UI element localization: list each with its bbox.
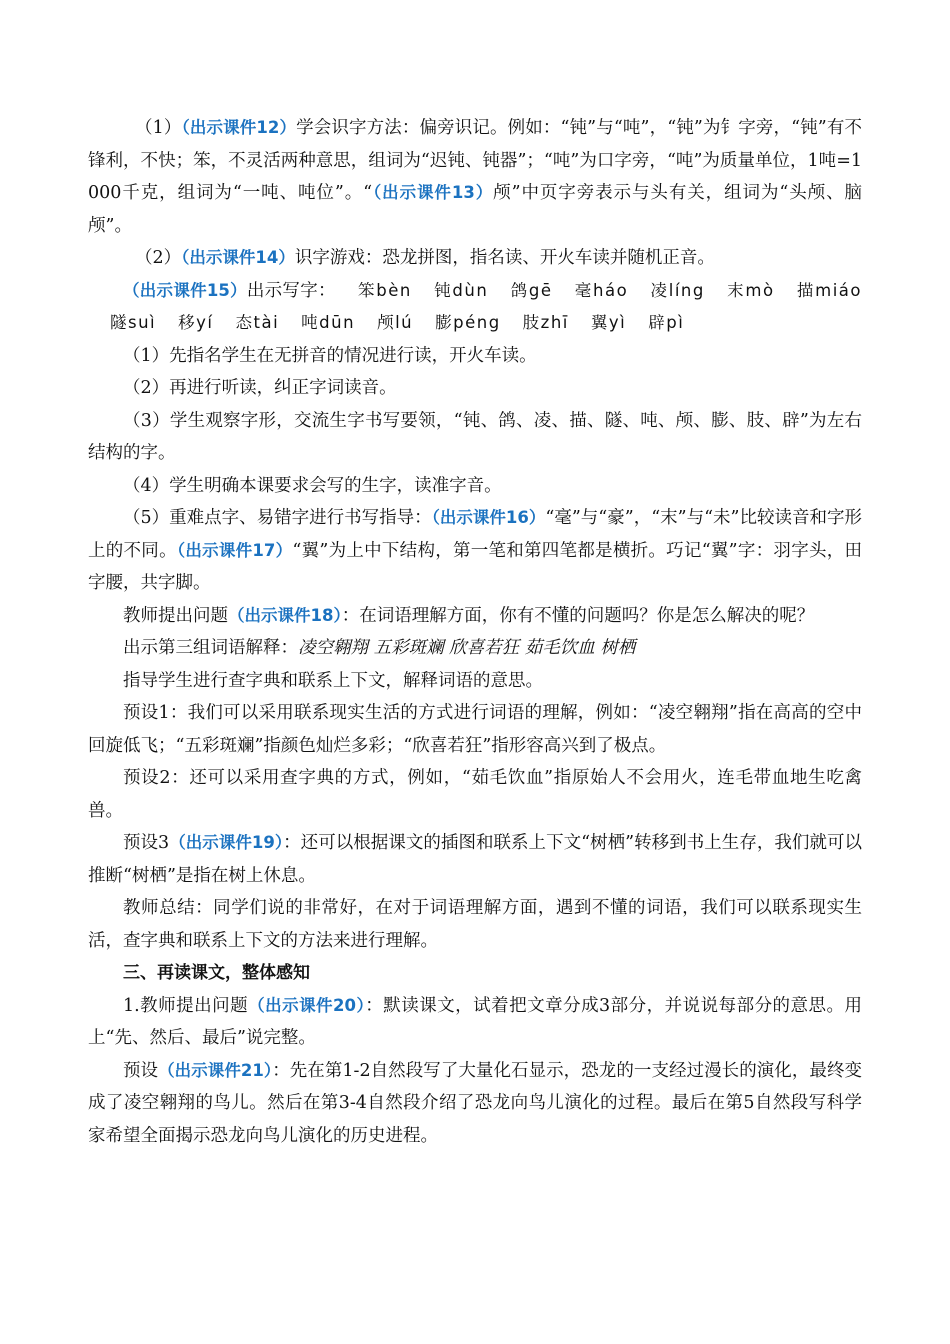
paragraph-1: （1）（出示课件12）学会识字方法：偏旁识记。例如：“钝”与“吨”，“钝”为钅字旁，“钝”有不锋利，不快；笨，不灵活两种意思，组词为“迟钝、钝器”；“吨”为口字旁，“吨”为质量单位，1吨=1000千克，组词为“一吨、吨位”。“（出示课件13）颅”中页字旁表示与头有关，组词为“头颅、脑颅”。 (88, 118, 862, 236)
paragraph-summary: 教师总结：同学们说的非常好，在对于词语理解方面，遇到不懂的词语，我们可以联系现实生活，查字典和联系上下文的方法来进行理解。 (88, 898, 862, 951)
pinyin-char: 鸽gē (510, 280, 553, 300)
courseware-ref-19: （出示课件19） (169, 833, 284, 852)
paragraph-writing-chars: （出示课件15）出示写字： 笨bèn 钝dùn 鸽gē 毫háo 凌líng 末mò 描miáo隧suì 移yí 态tài 吨dūn 颅lú 膨péng 肢zhī 翼yì 辟pì (110, 280, 863, 332)
pinyin-char: 描miáo (796, 280, 863, 300)
courseware-ref-16: （出示课件16） (431, 508, 546, 527)
pinyin-char: 末mò (726, 280, 775, 300)
paragraph-teacher-question: 教师提出问题（出示课件18）：在词语理解方面，你有不懂的问题吗？你是怎么解决的呢？ (123, 605, 815, 626)
courseware-ref-14: （出示课件14） (181, 248, 295, 267)
pinyin-char: 移yí (178, 313, 214, 332)
paragraph-preset-1: 预设1：我们可以采用联系现实生活的方式进行词语的理解，例如：“凌空翱翔”指在高高的空中回旋低飞；“五彩斑斓”指颜色灿烂多彩；“欣喜若狂”指形容高兴到了极点。 (88, 703, 862, 756)
paragraph-preset-3: 预设3（出示课件19）：还可以根据课文的插图和联系上下文“树栖”转移到书上生存，我们就可以推断“树栖”是指在树上休息。 (88, 833, 863, 886)
pinyin-char: 肢zhī (522, 313, 569, 332)
paragraph-step-2: （2）再进行听读，纠正字词读音。 (123, 378, 397, 398)
vocab-word: 树栖 (600, 638, 636, 658)
courseware-ref-17: （出示课件17） (176, 540, 293, 560)
vocab-word: 凌空翱翔 (298, 638, 368, 658)
vocab-word: 欣喜若狂 (449, 638, 520, 658)
courseware-ref-18: （出示课件18） (228, 605, 342, 625)
paragraph-question-1: 1.教师提出问题（出示课件20）：默读课文，试着把文章分成3部分，并说说每部分的意思。用上“先、然后、最后”说完整。 (88, 995, 862, 1048)
courseware-ref-20: （出示课件20） (248, 995, 366, 1015)
courseware-ref-13: （出示课件13） (372, 183, 494, 202)
vocab-word: 茹毛饮血 (524, 638, 595, 658)
pinyin-char: 吨dūn (301, 313, 356, 332)
paragraph-preset-answer: 预设（出示课件21）：先在第1-2自然段写了大量化石显示，恐龙的一支经过漫长的演化，最终变成了凌空翱翔的鸟儿。然后在第3-4自然段介绍了恐龙向鸟儿演化的过程。最后在第5自然段写科学家希望全面揭示恐龙向鸟儿演化的历史进程。 (88, 1060, 863, 1146)
pinyin-char: 毫háo (574, 280, 629, 300)
paragraph-preset-2: 预设2：还可以采用查字典的方式，例如，“茹毛饮血”指原始人不会用火，连毛带血地生吃禽兽。 (88, 768, 862, 821)
paragraph-step-3: （3）学生观察字形，交流生字书写要领，“钝、鸽、凌、描、隧、吨、颅、膨、肢、辟”为左右结构的字。 (88, 410, 862, 463)
paragraph-step-4: （4）学生明确本课要求会写的生字，读准字音。 (123, 475, 502, 496)
paragraph-guide: 指导学生进行查字典和联系上下文，解释词语的意思。 (123, 670, 543, 691)
pinyin-char: 态tài (235, 313, 280, 332)
pinyin-char: 膨péng (435, 313, 501, 332)
paragraph-word-group: 出示第三组词语解释：凌空翱翔 五彩斑斓 欣喜若狂 茹毛饮血 树栖 (123, 638, 636, 658)
pinyin-char: 颅lú (377, 313, 414, 332)
paragraph-2: （2）（出示课件14）识字游戏：恐龙拼图，指名读、开火车读并随机正音。 (135, 248, 715, 268)
pinyin-char: 翼yì (590, 313, 627, 332)
pinyin-char: 笨bèn (357, 280, 412, 300)
pinyin-char: 钝dùn (433, 280, 489, 300)
courseware-ref-12: （出示课件12） (181, 118, 297, 137)
pinyin-char: 隧suì (110, 313, 157, 332)
vocab-word: 五彩斑斓 (373, 638, 444, 658)
courseware-ref-15: （出示课件15） (123, 280, 247, 300)
pinyin-char: 凌líng (650, 280, 705, 300)
pinyin-char: 辟pì (648, 313, 685, 332)
paragraph-step-5: （5）重难点字、易错字进行书写指导：（出示课件16）“毫”与“豪”，“末”与“未”比较读音和字形上的不同。（出示课件17）“翼”为上中下结构，第一笔和第四笔都是横折。巧记“翼”字：羽字头，田字腰，共字脚。 (88, 508, 863, 593)
courseware-ref-21: （出示课件21） (158, 1060, 273, 1080)
section-heading: 三、再读课文，整体感知 (123, 963, 310, 983)
paragraph-step-1: （1）先指名学生在无拼音的情况进行读，开火车读。 (123, 345, 537, 366)
